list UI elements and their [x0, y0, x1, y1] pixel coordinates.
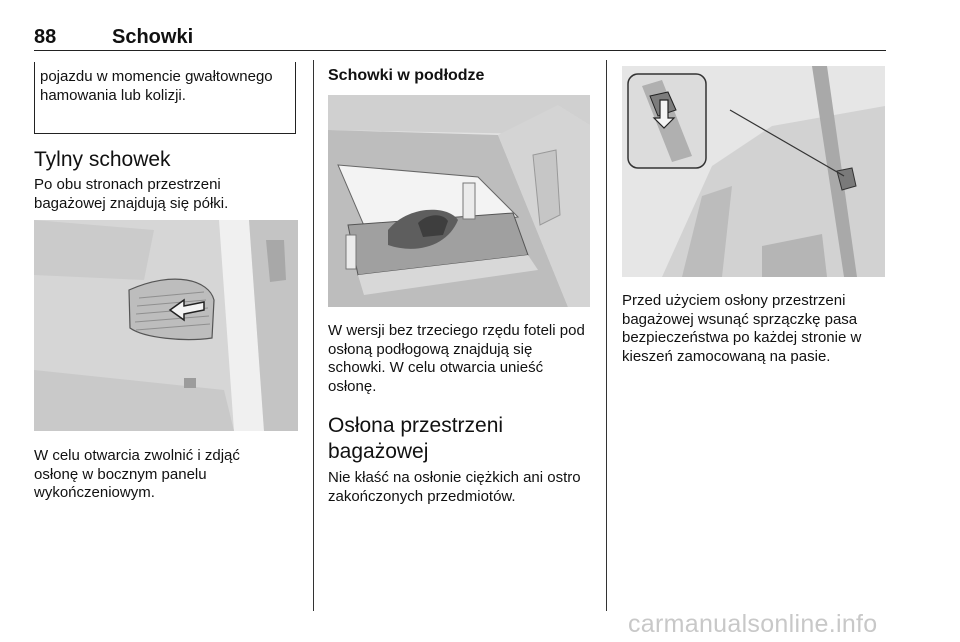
- figure-side-panel-storage: [34, 220, 298, 431]
- side-panel-caption: W celu otwarcia zwolnić i zdjąć osłonę w bocznym panelu wykończeniowym.: [34, 447, 240, 501]
- load-cover-warning: Nie kłaść na osłonie ciężkich ani ostro zakończonych przedmiotów.: [328, 469, 581, 505]
- column-divider-1: [313, 60, 314, 611]
- floor-storage-caption: W wersji bez trzeciego rzędu foteli pod osłoną podłogową znajdują się schowki. W celu otwarcia unieść osłonę.: [328, 322, 585, 395]
- section-title: Schowki: [112, 26, 194, 48]
- page-number: 88: [34, 26, 57, 48]
- rear-storage-intro: Po obu stronach przestrzeni bagażowej znajdują się półki.: [34, 176, 229, 212]
- figure-floor-storage: [328, 95, 590, 307]
- column-divider-2: [606, 60, 607, 611]
- heading-load-cover: Osłona przestrzeni bagażowej: [328, 414, 504, 463]
- watermark-text: carmanualsonline.info: [628, 610, 878, 638]
- figure-seatbelt-pocket: [622, 66, 885, 277]
- seatbelt-caption: Przed użyciem osłony przestrzeni bagażowej wsunąć sprzączkę pasa bezpieczeństwa po każdej stronie w kieszeń zamocowaną na pasie.: [622, 292, 862, 365]
- subheading-floor-storage: Schowki w podłodze: [328, 67, 485, 84]
- heading-rear-storage: Tylny schowek: [34, 148, 171, 171]
- warning-text: pojazdu w momencie gwałtownego hamowania lub kolizji.: [40, 68, 273, 104]
- header-rule: [34, 50, 886, 51]
